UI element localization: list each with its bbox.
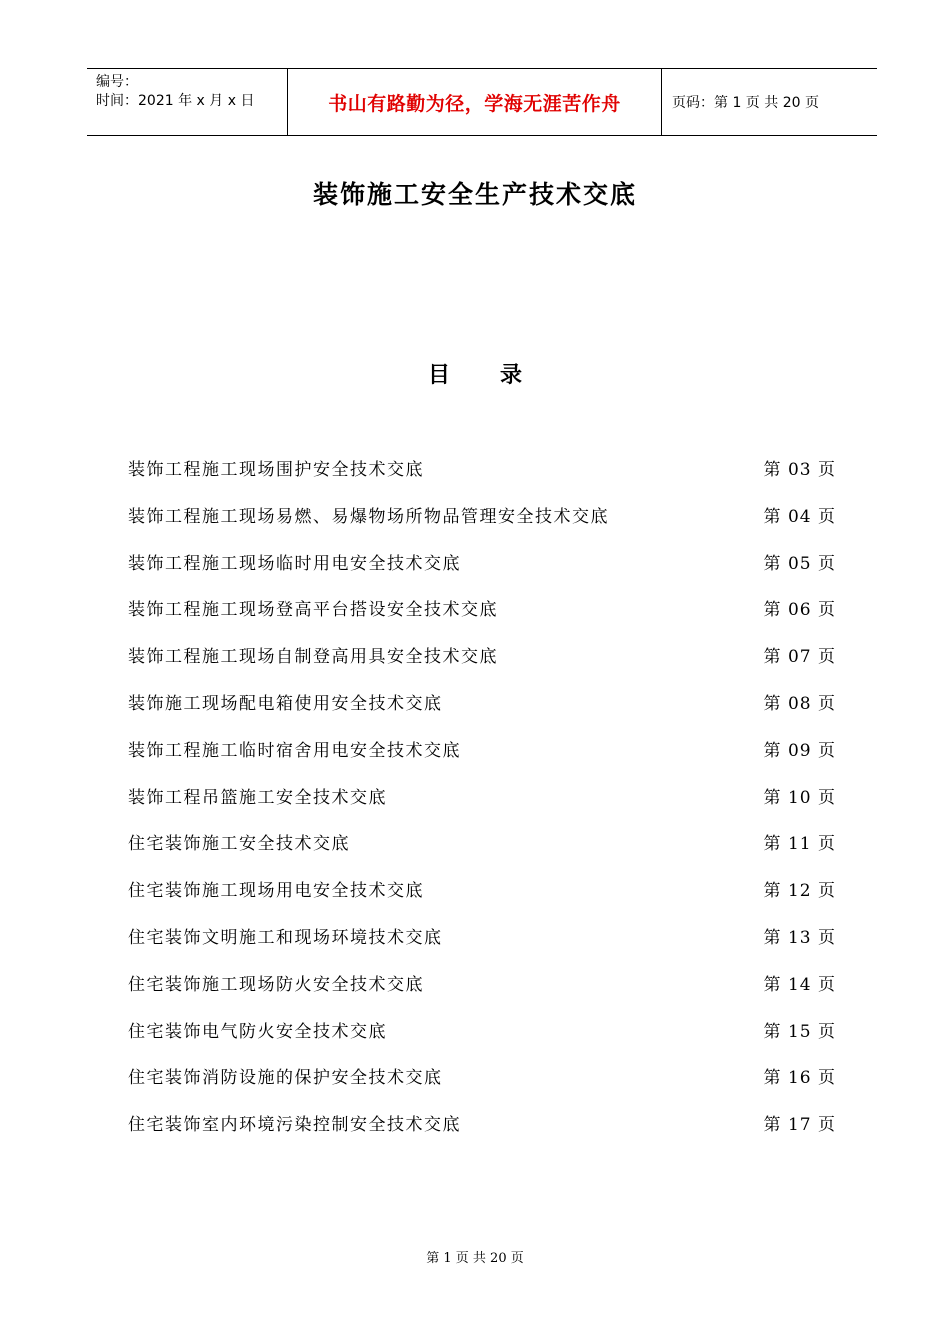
toc-entry[interactable] xyxy=(128,595,836,642)
toc-entry-page: 第 08 页 xyxy=(763,693,836,714)
toc-entry-page: 第 14 页 xyxy=(763,974,836,995)
toc-entry[interactable] xyxy=(128,923,836,970)
toc-entry-page: 第 13 页 xyxy=(763,927,836,948)
toc-entry[interactable] xyxy=(128,783,836,830)
table-of-contents xyxy=(128,455,836,1157)
toc-entry-label: 住宅装饰施工现场防火安全技术交底 xyxy=(128,974,424,995)
toc-entry-label: 住宅装饰室内环境污染控制安全技术交底 xyxy=(128,1115,461,1136)
toc-entry[interactable] xyxy=(128,1063,836,1110)
toc-entry[interactable] xyxy=(128,970,836,1017)
toc-entry[interactable] xyxy=(128,829,836,876)
toc-entry-label: 住宅装饰文明施工和现场环境技术交底 xyxy=(128,927,443,948)
toc-entry[interactable] xyxy=(128,736,836,783)
document-time-label: 时间：2021 年 x 月 x 日 xyxy=(96,93,255,109)
document-title: 装饰施工安全生产技术交底 xyxy=(312,180,637,209)
toc-heading xyxy=(0,358,950,389)
toc-entry-label: 装饰工程施工现场登高平台搭设安全技术交底 xyxy=(128,600,498,621)
toc-entry-label: 装饰工程施工现场围护安全技术交底 xyxy=(128,460,424,480)
toc-entry-page: 第 04 页 xyxy=(763,506,836,527)
header-page-cell xyxy=(662,69,877,135)
toc-entry-label: 装饰施工现场配电箱使用安全技术交底 xyxy=(128,693,443,714)
toc-entry-label: 装饰工程施工现场易燃、易爆物场所物品管理安全技术交底 xyxy=(128,506,609,527)
toc-entry-label: 住宅装饰施工安全技术交底 xyxy=(128,834,350,855)
toc-entry-label: 装饰工程施工现场自制登高用具安全技术交底 xyxy=(128,647,498,668)
toc-entry[interactable] xyxy=(128,502,836,549)
page-footer: 第 1 页 共 20 页 xyxy=(426,1251,524,1266)
toc-entry-label: 住宅装饰电气防火安全技术交底 xyxy=(128,1021,387,1042)
document-number-label: 编号： xyxy=(96,74,138,90)
toc-entry[interactable] xyxy=(128,642,836,689)
toc-heading-left: 目 xyxy=(427,362,450,388)
toc-entry-page: 第 16 页 xyxy=(763,1068,836,1089)
toc-entry-label: 装饰工程吊篮施工安全技术交底 xyxy=(128,787,387,808)
toc-entry-page: 第 17 页 xyxy=(763,1115,836,1136)
header-motto: 书山有路勤为径，学海无涯苦作舟 xyxy=(328,92,621,115)
toc-entry-page: 第 03 页 xyxy=(763,460,836,480)
header-page-code: 页码：第 1 页 共 20 页 xyxy=(672,95,819,111)
toc-entry-label: 装饰工程施工现场临时用电安全技术交底 xyxy=(128,553,461,574)
toc-entry[interactable] xyxy=(128,876,836,923)
toc-entry-page: 第 06 页 xyxy=(763,600,836,621)
header-motto-cell xyxy=(288,69,662,135)
toc-entry-page: 第 10 页 xyxy=(763,787,836,808)
toc-entry-label: 住宅装饰施工现场用电安全技术交底 xyxy=(128,881,424,902)
toc-entry-page: 第 07 页 xyxy=(763,647,836,668)
toc-entry[interactable] xyxy=(128,1017,836,1064)
toc-entry[interactable] xyxy=(128,1110,836,1157)
header-meta-cell xyxy=(87,69,288,135)
toc-entry-page: 第 15 页 xyxy=(763,1021,836,1042)
toc-entry[interactable] xyxy=(128,689,836,736)
toc-entry-page: 第 09 页 xyxy=(763,740,836,761)
toc-entry[interactable] xyxy=(128,455,836,502)
toc-entry-page: 第 11 页 xyxy=(763,834,836,855)
toc-entry-label: 装饰工程施工临时宿舍用电安全技术交底 xyxy=(128,740,461,761)
page-header xyxy=(87,68,877,136)
toc-heading-right: 录 xyxy=(500,362,523,388)
toc-entry[interactable] xyxy=(128,549,836,596)
toc-entry-page: 第 05 页 xyxy=(763,553,836,574)
toc-entry-label: 住宅装饰消防设施的保护安全技术交底 xyxy=(128,1068,443,1089)
toc-entry-page: 第 12 页 xyxy=(763,881,836,902)
